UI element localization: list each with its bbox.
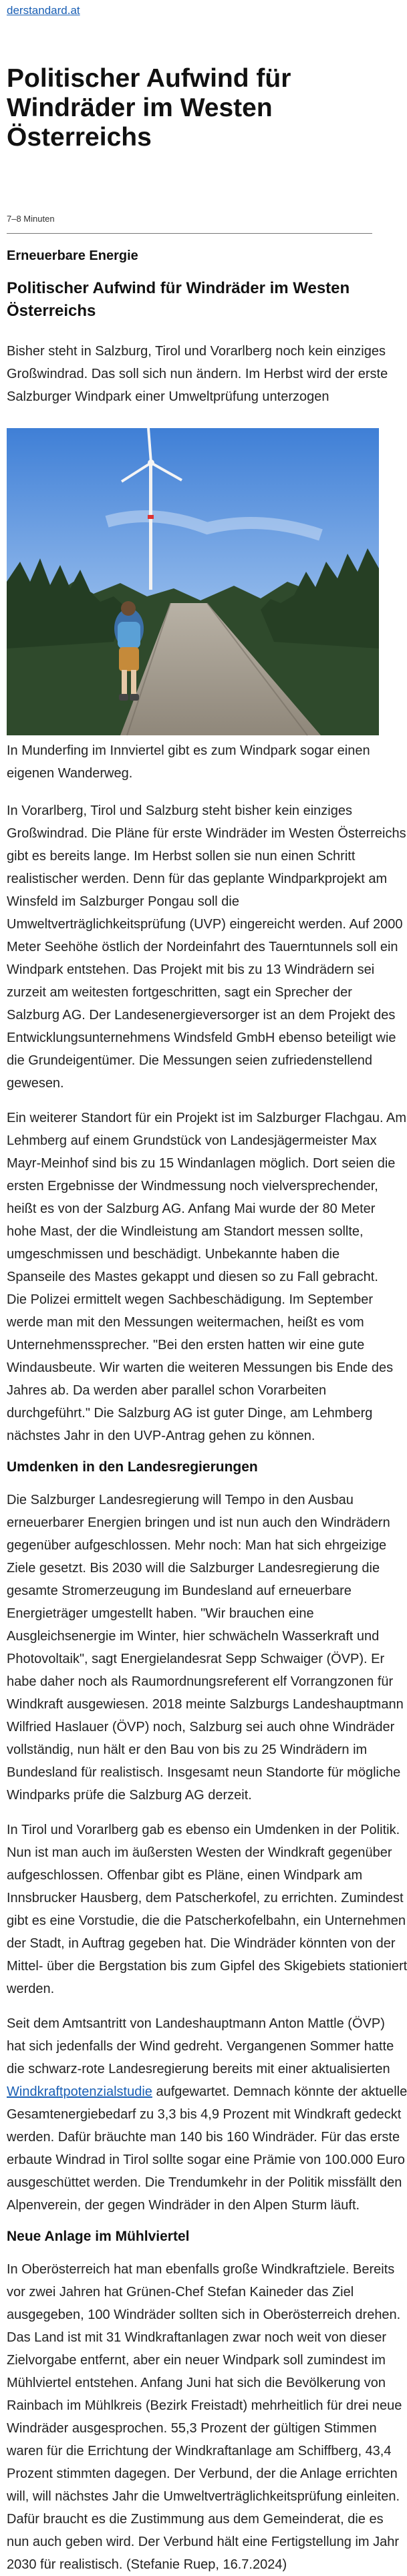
text-line: Mittel- über die Bergstation bis zum Gipfel des Skigebiets stationiert [7,1959,407,1974]
text-line: Photovoltaik", sagt Energielandesrat Sepp Schwaiger (ÖVP). Er [7,1652,385,1666]
text-line: habe daher noch als Raumordnungsreferent elf Vorrangzonen für [7,1674,394,1689]
text-line: Jahres ab. Da werden aber parallel schon Vorarbeiten [7,1383,327,1398]
text-line: Die Polizei ermittelt wegen Sachbeschädigung. Im September [7,1292,374,1307]
source-link[interactable]: derstandard.at [7,4,80,17]
text-line: Seit dem Amtsantritt von Landeshauptmann Anton Mattle (ÖVP) [7,2016,385,2031]
text-line: Bundesland für realistisch. Insgesamt neun Standorte für mögliche [7,1765,401,1780]
lead-line: Großwindrad. Das soll sich nun ändern. Im Herbst wird der erste [7,367,388,381]
text-line: realistischer werden. Denn für das geplante Windparkprojekt am [7,872,388,886]
lead-text [7,340,388,408]
text-line: erneuerbarer Energien bringen und ist nun auch den Windrädern [7,1515,390,1530]
text-line: gibt es eine Vorstudie, die die Patscherkofelbahn, ein Unternehmen [7,1913,406,1928]
section-heading-landesregierungen: Umdenken in den Landesregierungen [7,1459,258,1475]
text-line: Windräder ausgesprochen. 55,3 Prozent der gültigen Stimmen [7,2421,377,2436]
image-caption [7,739,372,785]
text-line: Nun ist man auch im äußersten Westen der Windkraft gegenüber [7,1845,392,1860]
text-line: aufgewartet. Demnach könnte der aktuelle [152,2084,407,2099]
text-line: 2030 für realistisch. (Stefanie Ruep, 16.7.2024) [7,2557,287,2572]
divider [7,233,372,234]
text-line: hohe Mast, der die Windleistung am Standort messen sollte, [7,1224,364,1239]
page-title: Politischer Aufwind für Windräder im Westen Österreichs [7,64,291,152]
paragraph-1 [7,799,406,1095]
text-line: Innsbrucker Hausberg, dem Patscherkofel, zu errichten. Zumindest [7,1891,404,1905]
text-line: In Tirol und Vorarlberg gab es ebenso ein Umdenken in der Politik. [7,1823,400,1837]
text-line: vor zwei Jahren hat Grünen-Chef Stefan Kaineder das Ziel [7,2285,354,2299]
caption-line: In Munderfing im Innviertel gibt es zum Windpark sogar einen [7,743,370,758]
text-line: waren für die Errichtung der Windkraftanlage am Schiffberg, 43,4 [7,2444,392,2458]
text-line: werden. [7,1982,55,1996]
text-line: Zielvorgabe entfernt, aber ein neuer Windpark soll zumindest im [7,2353,386,2368]
text-line: Rainbach im Mühlkreis (Bezirk Freistadt) mehrheitlich für drei neue [7,2398,402,2413]
lead-line: Bisher steht in Salzburg, Tirol und Vorarlberg noch kein einziges [7,344,386,359]
text-line: durchgeführt." Die Salzburg AG ist guter Dinge, am Lehmberg [7,1406,373,1421]
caption-line: eigenen Wanderweg. [7,766,133,781]
text-line: Unternehmenssprecher. "Bei den ersten hatten wir eine gute [7,1338,365,1352]
text-line: gesamte Stromerzeugung im Bundesland auf erneuerbare [7,1584,352,1598]
text-line: In Vorarlberg, Tirol und Salzburg steht bisher kein einziges [7,803,352,818]
paragraph-3 [7,1489,404,1807]
article-headline: Politischer Aufwind für Windräder im Westen Österreichs [7,279,350,320]
text-line: Windpark entstehen. Das Projekt mit bis zu 13 Windrädern sei [7,962,375,977]
read-time: 7–8 Minuten [7,214,55,224]
text-line: die schwarz-rote Landesregierung bereits mit einer aktualisierten [7,2062,390,2076]
text-line: Das Land ist mit 31 Windkraftanlagen zwar noch weit von dieser [7,2330,387,2345]
text-line: Entwicklungsunternehmens Windsfeld GmbH ebenso beteiligt wie [7,1031,396,1045]
text-line: Windausbeute. Wir warten die weiteren Messungen bis Ende des [7,1360,394,1375]
text-line: Windparks prüfe die Salzburg AG derzeit. [7,1788,252,1803]
text-line: gegenüber aufgeschlossen. Mehr noch: Man hat sich ehrgeizige [7,1538,387,1553]
text-line: vollständig, nun hält er den Bau von bis zu 25 Windrädern im [7,1742,368,1757]
text-line: die Grundeigentümer. Die Messungen seien zufriedenstellend [7,1053,373,1068]
text-line: Ausgleichsenergie im Winter, hier schwächeln Wasserkraft und [7,1629,380,1644]
text-line: ausgegeben, 100 Windräder sollten sich in Oberösterreich drehen. [7,2308,401,2322]
text-line: In Oberösterreich hat man ebenfalls große Windkraftziele. Bereits [7,2262,395,2277]
text-line: Prozent stimmten dagegen. Der Verbund, der die Anlage errichten [7,2466,398,2481]
text-line: Meter Seehöhe östlich der Nordeinfahrt des Tauerntunnels soll ein [7,940,398,954]
text-line: Ziele gesetzt. Bis 2030 will die Salzburger Landesregierung die [7,1561,380,1576]
text-line: werden. Dafür bräuchte man 140 bis 160 Windräder. Für das erste [7,2130,400,2145]
text-line: ausgeschüttet werden. Die Trendumkehr in der Politik missfällt den [7,2175,402,2190]
windkraftpotenzialstudie-link[interactable]: Windkraftpotenzialstudie [7,2084,152,2099]
text-line: Großwindrad. Die Pläne für erste Windräder im Westen Österreichs [7,826,406,841]
text-line: gibt es bereits lange. Im Herbst sollen sie nun einen Schritt [7,849,356,864]
text-line: nächstes Jahr in den UVP-Antrag gehen zu können. [7,1429,315,1443]
text-line: Lehmberg auf einem Grundstück von Landesjägermeister Max [7,1133,377,1148]
text-line: Spanseile des Mastes gekappt und diesen so zu Fall gebracht. [7,1270,378,1284]
text-line: Salzburg AG. Der Landesenergieversorger ist an dem Projekt des [7,1008,396,1023]
text-line: will, will nächstes Jahr die Umweltverträglichkeitsprüfung einleiten. [7,2489,400,2504]
text-line: Alpenverein, der gegen Windräder in den Alpen Sturm läuft. [7,2198,360,2213]
section-heading-muehlviertel: Neue Anlage im Mühlviertel [7,2229,190,2244]
text-line: heißt es von der Salzburg AG. Anfang Mai wurde der 80 Meter [7,1202,376,1216]
text-line: Mühlviertel entstehen. Anfang Juni hat sich die Bevölkerung von [7,2376,386,2390]
text-line: werde man mit den Messungen weitermachen, heißt es vom [7,1315,364,1330]
hiker-windpark-photo [7,428,379,735]
text-line: aufgeschlossen. Offenbar gibt es Pläne, einen Windpark am [7,1868,363,1883]
paragraph-5 [7,2012,407,2217]
text-line: Die Salzburger Landesregierung will Tempo in den Ausbau [7,1493,354,1507]
text-line: Wilfried Haslauer (ÖVP) noch, Salzburg sei auch ohne Windräder [7,1720,395,1734]
paragraph-2 [7,1107,407,1447]
text-line: Gesamtenergiebedarf zu 3,3 bis 4,9 Prozent mit Windkraft gedeckt [7,2107,402,2122]
text-line: Energieträger umgestellt haben. "Wir brauchen eine [7,1606,314,1621]
text-line: umgeschmissen und beschädigt. Unbekannte haben die [7,1247,340,1262]
text-line: hat sich jedenfalls der Wind gedreht. Vergangenen Sommer hatte [7,2039,394,2054]
kicker: Erneuerbare Energie [7,248,138,263]
article-lead [7,340,388,408]
lead-line: Salzburger Windpark einer Umweltprüfung unterzogen [7,389,329,404]
text-line: Umweltverträglichkeitsprüfung (UVP) eingereicht werden. Auf 2000 [7,917,403,932]
text-line: ersten Ergebnisse der Windmessung noch vielversprechender, [7,1179,378,1193]
paragraph-6 [7,2258,402,2576]
text-line: zurzeit am weitesten fortgeschritten, sagt ein Sprecher der [7,985,352,1000]
text-line: erbaute Windrad in Tirol sollte sogar eine Prämie von 100.000 Euro [7,2153,405,2167]
article-image [7,428,379,735]
text-line: Ein weiterer Standort für ein Projekt ist im Salzburger Flachgau. Am [7,1111,407,1125]
text-line: der Stadt, in Auftrag gegeben hat. Die Windräder könnten von der [7,1936,396,1951]
text-line: Mayr-Meinhof sind bis zu 15 Windanlagen möglich. Dort seien die [7,1156,396,1171]
text-line: gewesen. [7,1076,64,1091]
paragraph-4 [7,1819,407,2000]
text-line: Windkraft ausgewiesen. 2018 meinte Salzburgs Landeshauptmann [7,1697,404,1712]
text-line: Dafür braucht es die Zustimmung aus dem Gemeinderat, die es [7,2512,384,2527]
text-line: nun auch geben wird. Der Verbund hält eine Fertigstellung im Jahr [7,2535,400,2549]
text-line: Winsfeld im Salzburger Pongau soll die [7,894,239,909]
